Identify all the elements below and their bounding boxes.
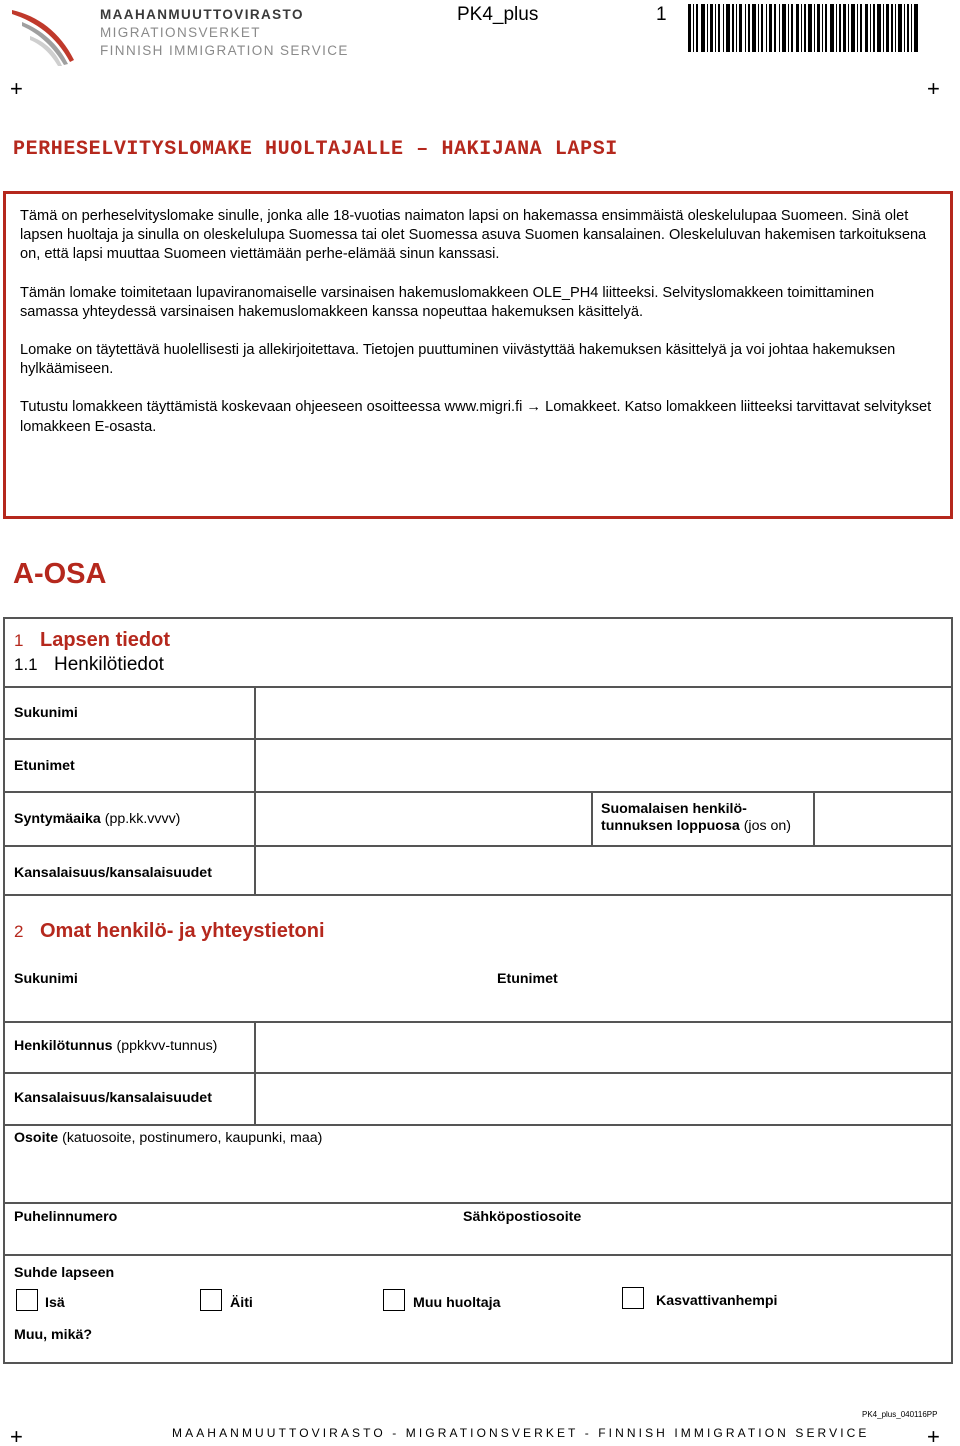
guardian-firstnames-label: Etunimet xyxy=(497,971,558,987)
logo-line-2: MIGRATIONSVERKET xyxy=(100,25,261,40)
guardian-citizenship-row xyxy=(5,1072,951,1124)
guardian-address-row xyxy=(5,1124,951,1202)
guardian-address-label: Osoite xyxy=(14,1130,59,1146)
guardian-citizenship-field[interactable] xyxy=(256,1074,951,1124)
subsection-1-1-number: 1.1 xyxy=(14,655,38,674)
section-1-title-text: Lapsen tiedot xyxy=(40,629,171,651)
relation-other-what-label: Muu, mikä? xyxy=(14,1327,93,1343)
relation-father-label: Isä xyxy=(45,1295,65,1311)
page-number: 1 xyxy=(656,4,667,25)
relation-row xyxy=(5,1254,951,1364)
guardian-hetu-label: Henkilötunnus xyxy=(14,1038,113,1054)
child-hetu-label-1: Suomalaisen henkilö- xyxy=(601,801,747,817)
child-surname-row xyxy=(5,686,951,738)
footer-form-code: PK4_plus_040116PP xyxy=(862,1410,938,1419)
child-dob-field[interactable] xyxy=(256,793,591,845)
barcode-icon xyxy=(688,4,918,52)
guardian-hetu-hint: (ppkkvv-tunnus) xyxy=(116,1038,218,1054)
form-code: PK4_plus xyxy=(457,4,539,25)
child-citizenship-row xyxy=(5,845,951,896)
child-hetu-label-2: tunnuksen loppuosa xyxy=(601,818,740,834)
child-firstnames-field[interactable] xyxy=(256,740,951,791)
section-1-number: 1 xyxy=(14,631,24,650)
section-2-title-text: Omat henkilö- ja yhteystietoni xyxy=(40,920,325,942)
relation-other-guardian-label: Muu huoltaja xyxy=(413,1295,501,1311)
child-dob-label: Syntymäaika xyxy=(14,811,101,827)
section-2-title xyxy=(14,920,325,943)
section-heading: A-OSA xyxy=(13,558,107,590)
child-hetu-hint: (jos on) xyxy=(743,818,791,834)
guardian-firstnames-field[interactable] xyxy=(487,955,951,1021)
guardian-address-hint: (katuosoite, postinumero, kaupunki, maa) xyxy=(62,1130,323,1146)
section-2-box xyxy=(3,894,953,1364)
child-firstnames-label: Etunimet xyxy=(14,758,75,774)
child-surname-field[interactable] xyxy=(256,688,951,738)
guardian-phone-label: Puhelinnumero xyxy=(14,1209,118,1225)
guardian-hetu-field[interactable] xyxy=(256,1023,951,1072)
child-surname-label: Sukunimi xyxy=(14,705,78,721)
form-title: PERHESELVITYSLOMAKE HUOLTAJALLE – HAKIJANA LAPSI xyxy=(13,138,618,161)
registration-mark-top-right: + xyxy=(927,76,940,101)
child-dob-hint: (pp.kk.vvvv) xyxy=(104,811,181,827)
intro-paragraph-4: Tutustu lomakkeen täyttämistä koskevaan ohjeeseen osoitteessa www.migri.fi → Lomakkeet. Katso lomakkeen liitteeksi tarvittavat selvitykset lomakkeen E-osasta. xyxy=(20,399,932,435)
guardian-email-label: Sähköpostiosoite xyxy=(463,1209,582,1225)
child-dob-row xyxy=(5,791,951,845)
child-firstnames-row xyxy=(5,738,951,791)
relation-foster-parent-label: Kasvattivanhempi xyxy=(656,1293,778,1309)
guardian-surname-field[interactable] xyxy=(5,955,485,1021)
relation-other-what-field[interactable] xyxy=(105,1320,951,1364)
relation-father-checkbox[interactable] xyxy=(16,1289,38,1311)
registration-mark-bottom-right: + xyxy=(927,1424,940,1446)
relation-mother-checkbox[interactable] xyxy=(200,1289,222,1311)
guardian-phone-field[interactable] xyxy=(5,1204,451,1254)
intro-paragraph-3: Lomake on täytettävä huolellisesti ja allekirjoitettava. Tietojen puuttuminen viivästyttää hakemuksen käsittelyä ja voi johtaa hakemuksen hylkäämiseen. xyxy=(20,342,896,378)
logo-line-3: FINNISH IMMIGRATION SERVICE xyxy=(100,43,349,58)
footer-agency-names: MAAHANMUUTTOVIRASTO - MIGRATIONSVERKET - FINNISH IMMIGRATION SERVICE xyxy=(172,1426,870,1440)
registration-mark-bottom-left: + xyxy=(10,1424,23,1446)
intro-box xyxy=(3,191,953,519)
intro-paragraph-2: Tämän lomake toimitetaan lupaviranomaiselle varsinaisen hakemuslomakkeen OLE_PH4 liitteeksi. Selvityslomakkeen toimittaminen samassa yhteydessä varsinaisen hakemuslomakkeen kanssa nopeuttaa hakemuksen käsittelyä. xyxy=(20,284,875,320)
section-2-number: 2 xyxy=(14,922,24,941)
relation-foster-parent-checkbox[interactable] xyxy=(622,1287,644,1309)
logo-line-1: MAAHANMUUTTOVIRASTO xyxy=(100,7,304,22)
guardian-address-field[interactable] xyxy=(5,1150,951,1202)
section-1-title xyxy=(14,629,170,652)
child-hetu-field[interactable] xyxy=(815,793,951,845)
child-citizenship-label: Kansalaisuus/kansalaisuudet xyxy=(14,865,212,881)
subsection-1-1-text: Henkilötiedot xyxy=(54,654,164,675)
relation-label: Suhde lapseen xyxy=(14,1265,115,1281)
child-citizenship-field[interactable] xyxy=(256,847,951,896)
relation-mother-label: Äiti xyxy=(230,1295,253,1311)
guardian-email-field[interactable] xyxy=(453,1204,951,1254)
relation-other-guardian-checkbox[interactable] xyxy=(383,1289,405,1311)
agency-logo-icon xyxy=(8,2,98,66)
registration-mark-top-left: + xyxy=(10,76,23,101)
agency-logo-text xyxy=(100,6,349,60)
guardian-contact-row xyxy=(5,1202,951,1254)
intro-paragraph-1: Tämä on perheselvityslomake sinulle, jonka alle 18-vuotias naimaton lapsi on hakemassa ensimmäistä oleskelulupaa Suomeen. Sinä olet lapsen huoltaja ja sinulla on oleskelulupa Suomessa tai olet Suomessa asuva Suomen kansalainen. Oleskeluluvan hakemisen tarkoituksena on, että lapsi muuttaa Suomeen viettämään perhe-elämää sinun kanssasi. xyxy=(20,208,927,263)
guardian-name-row xyxy=(5,955,951,1021)
section-1-box xyxy=(3,617,953,896)
guardian-citizenship-label: Kansalaisuus/kansalaisuudet xyxy=(14,1090,212,1106)
subsection-1-1-title xyxy=(14,654,164,676)
guardian-surname-label: Sukunimi xyxy=(14,971,78,987)
guardian-hetu-row xyxy=(5,1021,951,1072)
